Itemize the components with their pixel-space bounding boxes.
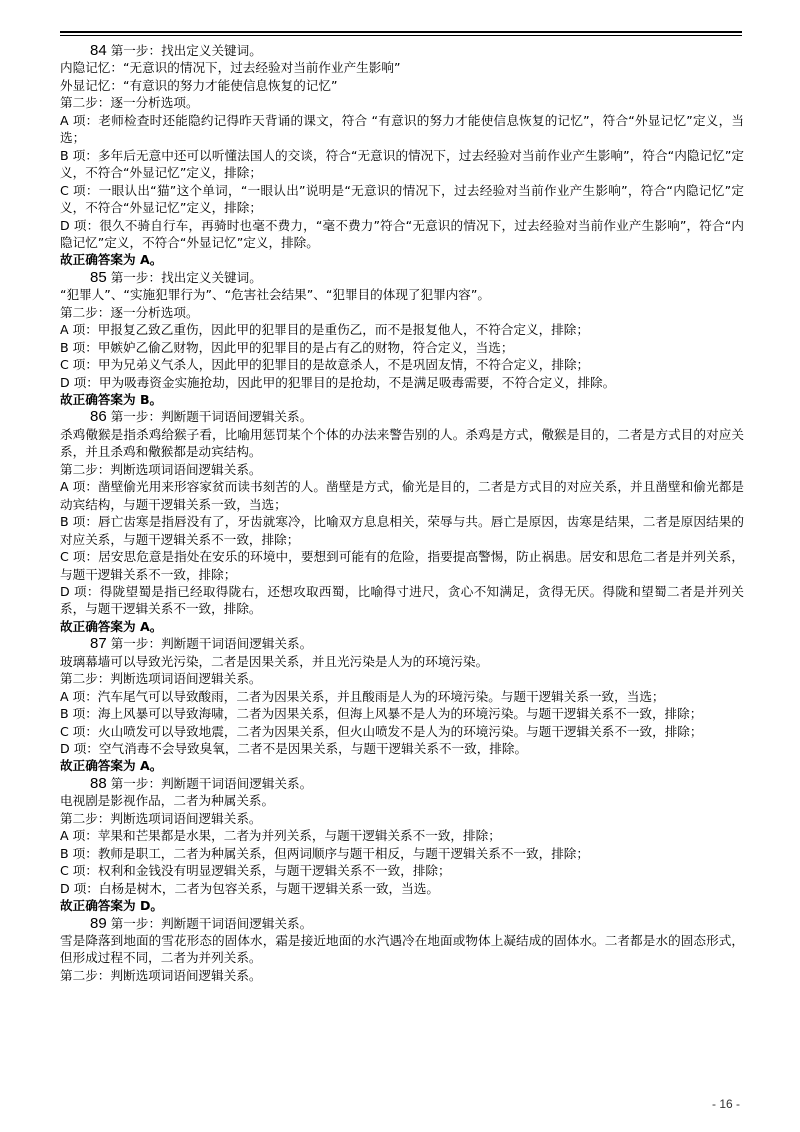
header-rule-thick <box>60 31 742 33</box>
page-number: - 16 - <box>711 1097 740 1111</box>
explanation-line: 玻璃幕墙可以导致光污染，二者是因果关系，并且光污染是人为的环境污染。 <box>60 653 489 669</box>
question-number: 89 <box>90 914 107 932</box>
explanation-line: D 项：白杨是树木，二者为包容关系，与题干逻辑关系一致，当选。 <box>60 880 439 896</box>
explanation-line: D 项：得陇望蜀是指已经取得陇右，还想攻取西蜀，比喻得寸进尺，贪心不知满足，贪得无厌。得陇和望蜀二者是并列关系，与题干逻辑关系不一致，排除。 <box>60 583 744 617</box>
explanation-line: A 项：凿壁偷光用来形容家贫而读书刻苦的人。凿壁是方式，偷光是目的，二者是方式目的对应关系，并且凿壁和偷光都是动宾结构，与题干逻辑关系一致，当选； <box>60 479 744 512</box>
explanation-line: 第二步：逐一分析选项。 <box>60 304 199 320</box>
question-header <box>60 915 744 932</box>
document-body <box>60 42 744 984</box>
explanation-line: 外显记忆：“有意识的努力才能使信息恢复的记忆” <box>60 77 338 93</box>
explanation-line: A 项：汽车尾气可以导致酸雨，二者为因果关系，并且酸雨是人为的环境污染。与题干逻辑关系一致，当选； <box>60 688 665 704</box>
header-rule-thin <box>60 35 742 36</box>
question-block-88 <box>60 775 744 915</box>
explanation-line: C 项：甲为兄弟义气杀人，因此甲的犯罪目的是故意杀人，不是巩固友情，不符合定义，排除； <box>60 357 590 373</box>
explanation-line: B 项：教师是职工，二者为种属关系，但两词顺序与题干相反，与题干逻辑关系不一致，排除； <box>60 845 589 861</box>
question-step-one: 第一步：判断题干词语间逻辑关系。 <box>110 636 313 652</box>
explanation-line: B 项：甲嫉妒乙偷乙财物，因此甲的犯罪目的是占有乙的财物，符合定义，当选； <box>60 339 514 355</box>
correct-answer: 故正确答案为 A。 <box>60 758 163 774</box>
question-block-84 <box>60 42 744 269</box>
correct-answer: 故正确答案为 B。 <box>60 392 163 408</box>
explanation-line: 内隐记忆：“无意识的情况下，过去经验对当前作业产生影响” <box>60 60 401 76</box>
question-step-one: 第一步：判断题干词语间逻辑关系。 <box>110 775 313 791</box>
explanation-line: D 项：空气消毒不会导致臭氧，二者不是因果关系，与题干逻辑关系不一致，排除。 <box>60 741 528 757</box>
explanation-line: C 项：权利和金钱没有明显逻辑关系，与题干逻辑关系不一致，排除； <box>60 863 451 879</box>
question-header <box>60 269 744 286</box>
explanation-line: B 项：多年后无意中还可以听懂法国人的交谈，符合“无意识的情况下，过去经验对当前作业产生影响”，符合“内隐记忆”定义，不符合“外显记忆”定义，排除； <box>60 147 744 181</box>
question-block-89 <box>60 915 744 985</box>
question-block-86 <box>60 408 744 635</box>
question-block-87 <box>60 635 744 775</box>
explanation-line: 第二步：判断选项词语间逻辑关系。 <box>60 461 262 477</box>
explanation-line: A 项：甲报复乙致乙重伤，因此甲的犯罪目的是重伤乙，而不是报复他人，不符合定义，排除； <box>60 322 589 338</box>
question-header <box>60 408 744 425</box>
explanation-line: A 项：老师检查时还能隐约记得昨天背诵的课文，符合 “有意识的努力才能使信息恢复的记忆”，符合“外显记忆”定义，当选； <box>60 112 744 146</box>
explanation-line: 杀鸡儆猴是指杀鸡给猴子看，比喻用惩罚某个个体的办法来警告别的人。杀鸡是方式，儆猴是目的，二者是方式目的对应关系，并且杀鸡和儆猴都是动宾结构。 <box>60 426 744 460</box>
question-step-one: 第一步：找出定义关键词。 <box>110 43 262 58</box>
question-step-one: 第一步：判断题干词语间逻辑关系。 <box>110 915 313 931</box>
explanation-line: B 项：海上风暴可以导致海啸，二者为因果关系，但海上风暴不是人为的环境污染。与题干逻辑关系不一致，排除； <box>60 706 703 722</box>
question-header <box>60 775 744 792</box>
explanation-line: 电视剧是影视作品，二者为种属关系。 <box>60 793 275 809</box>
explanation-line: C 项：火山喷发可以导致地震，二者为因果关系，但火山喷发不是人为的环境污染。与题干逻辑关系不一致，排除； <box>60 723 703 739</box>
explanation-line: 第二步：判断选项词语间逻辑关系。 <box>60 967 262 983</box>
explanation-line: D 项：甲为吸毒资金实施抢劫，因此甲的犯罪目的是抢劫，不是满足吸毒需要，不符合定义，排除。 <box>60 374 616 390</box>
question-number: 86 <box>90 408 107 426</box>
explanation-line: 第二步：判断选项词语间逻辑关系。 <box>60 810 262 826</box>
question-number: 88 <box>90 774 107 792</box>
question-number: 84 <box>90 42 107 59</box>
correct-answer: 故正确答案为 A。 <box>60 252 163 268</box>
correct-answer: 故正确答案为 D。 <box>60 898 163 914</box>
question-step-one: 第一步：找出定义关键词。 <box>110 269 262 285</box>
explanation-line: C 项：一眼认出“猫”这个单词，“一眼认出”说明是“无意识的情况下，过去经验对当前作业产生影响”，符合“内隐记忆”定义，不符合“外显记忆”定义，排除； <box>60 182 744 216</box>
explanation-line: B 项：唇亡齿寒是指唇没有了，牙齿就寒冷，比喻双方息息相关，荣辱与共。唇亡是原因，齿寒是结果，二者是原因结果的对应关系，与题干逻辑关系不一致，排除； <box>60 514 744 547</box>
explanation-line: 雪是降落到地面的雪花形态的固体水，霜是接近地面的水汽遇冷在地面或物体上凝结成的固体水。二者都是水的固态形式，但形成过程不同，二者为并列关系。 <box>60 932 744 966</box>
explanation-line: C 项：居安思危意是指处在安乐的环境中，要想到可能有的危险，指要提高警惕，防止祸患。居安和思危二者是并列关系，与题干逻辑关系不一致，排除； <box>60 549 744 582</box>
question-header <box>60 42 744 59</box>
question-block-85 <box>60 269 744 409</box>
question-header <box>60 635 744 652</box>
explanation-line: 第二步：逐一分析选项。 <box>60 95 199 111</box>
explanation-line: 第二步：判断选项词语间逻辑关系。 <box>60 671 262 687</box>
correct-answer: 故正确答案为 A。 <box>60 618 163 634</box>
question-number: 85 <box>90 268 107 286</box>
question-step-one: 第一步：判断题干词语间逻辑关系。 <box>110 409 313 425</box>
question-number: 87 <box>90 635 107 653</box>
explanation-line: “犯罪人”、“实施犯罪行为”、“危害社会结果”、“犯罪目的体现了犯罪内容”。 <box>60 287 491 303</box>
explanation-line: D 项：很久不骑自行车，再骑时也毫不费力，“毫不费力”符合“无意识的情况下，过去经验对当前作业产生影响”，符合“内隐记忆”定义，不符合“外显记忆”定义，排除。 <box>60 217 744 250</box>
explanation-line: A 项：苹果和芒果都是水果，二者为并列关系，与题干逻辑关系不一致，排除； <box>60 828 501 844</box>
